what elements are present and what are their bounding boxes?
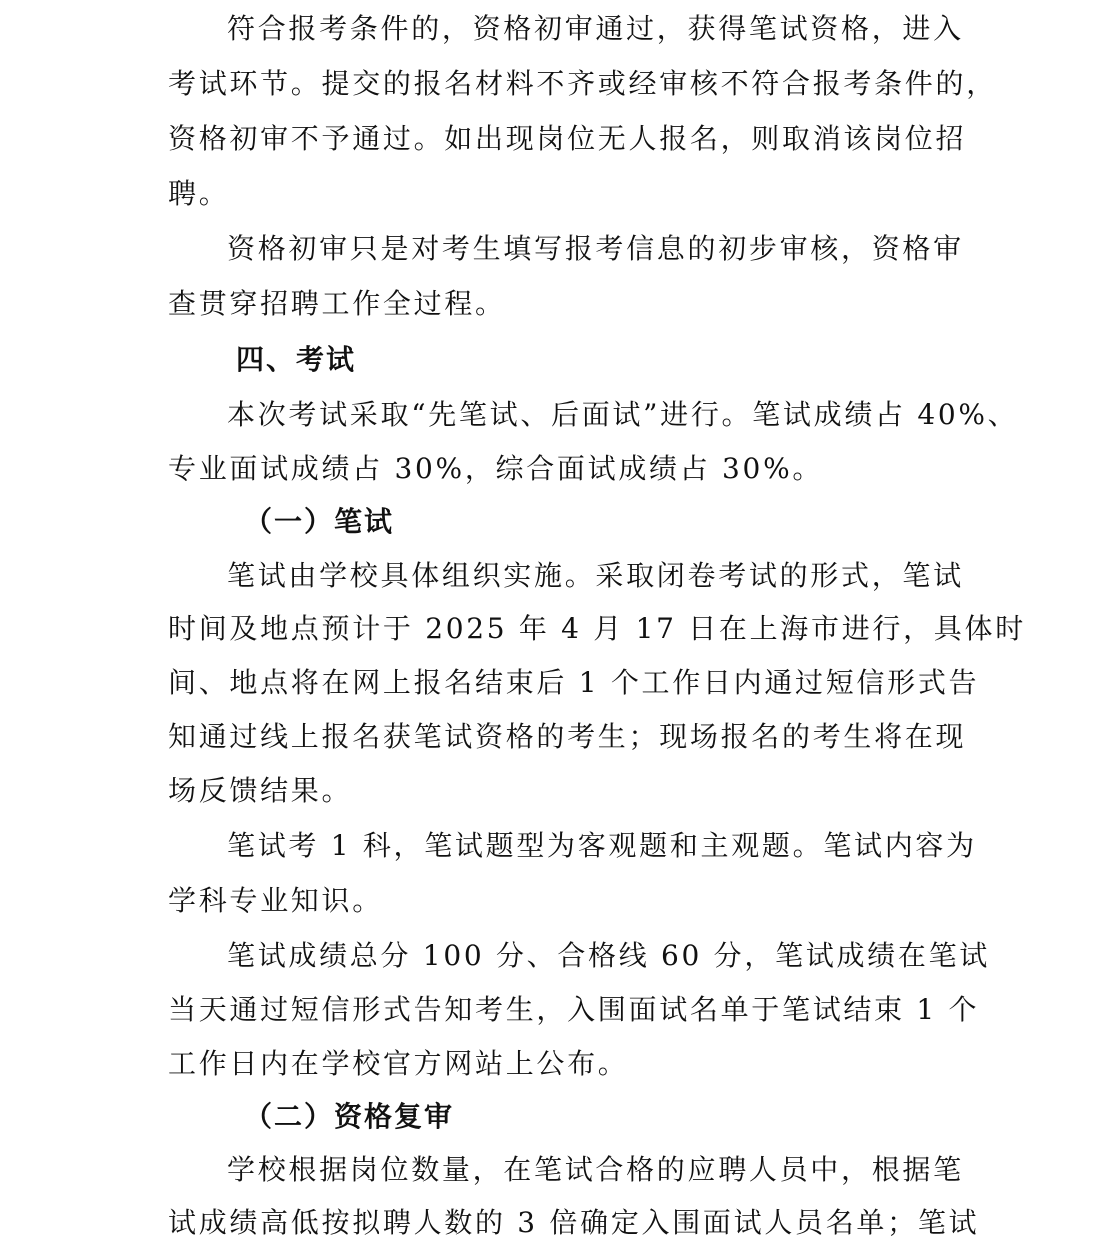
paragraph-line: 资格初审不予通过。如出现岗位无人报名，则取消该岗位招 <box>168 122 967 155</box>
paragraph-line: 查贯穿招聘工作全过程。 <box>168 287 506 320</box>
paragraph-line: 学校根据岗位数量，在笔试合格的应聘人员中，根据笔 <box>227 1153 964 1186</box>
paragraph-line: 试成绩高低按拟聘人数的 3 倍确定入围面试人员名单；笔试 <box>168 1206 980 1239</box>
paragraph-line: 工作日内在学校官方网站上公布。 <box>168 1047 629 1080</box>
paragraph-line: 资格初审只是对考生填写报考信息的初步审核，资格审 <box>227 232 964 265</box>
paragraph-line: 符合报考条件的，资格初审通过，获得笔试资格，进入 <box>227 12 964 45</box>
paragraph-line: 间、地点将在网上报名结束后 1 个工作日内通过短信形式告 <box>168 666 980 699</box>
subsection-heading: （一）笔试 <box>244 505 395 538</box>
paragraph-line: 知通过线上报名获笔试资格的考生；现场报名的考生将在现 <box>168 720 967 753</box>
paragraph-line: 聘。 <box>168 177 230 210</box>
paragraph-line: 专业面试成绩占 30%，综合面试成绩占 30%。 <box>168 452 824 485</box>
paragraph-line: 场反馈结果。 <box>168 774 353 807</box>
paragraph-line: 笔试考 1 科，笔试题型为客观题和主观题。笔试内容为 <box>227 829 977 862</box>
paragraph-line: 笔试由学校具体组织实施。采取闭卷考试的形式，笔试 <box>227 559 964 592</box>
paragraph-line: 时间及地点预计于 2025 年 4 月 17 日在上海市进行，具体时 <box>168 612 1026 645</box>
paragraph-line: 本次考试采取“先笔试、后面试”进行。笔试成绩占 40%、 <box>227 398 1019 431</box>
paragraph-line: 学科专业知识。 <box>168 884 383 917</box>
paragraph-line: 当天通过短信形式告知考生，入围面试名单于笔试结束 1 个 <box>168 993 980 1026</box>
paragraph-line: 考试环节。提交的报名材料不齐或经审核不符合报考条件的， <box>168 67 997 100</box>
subsection-heading: （二）资格复审 <box>244 1100 455 1133</box>
section-heading: 四、考试 <box>236 343 357 376</box>
paragraph-line: 笔试成绩总分 100 分、合格线 60 分，笔试成绩在笔试 <box>227 939 990 972</box>
